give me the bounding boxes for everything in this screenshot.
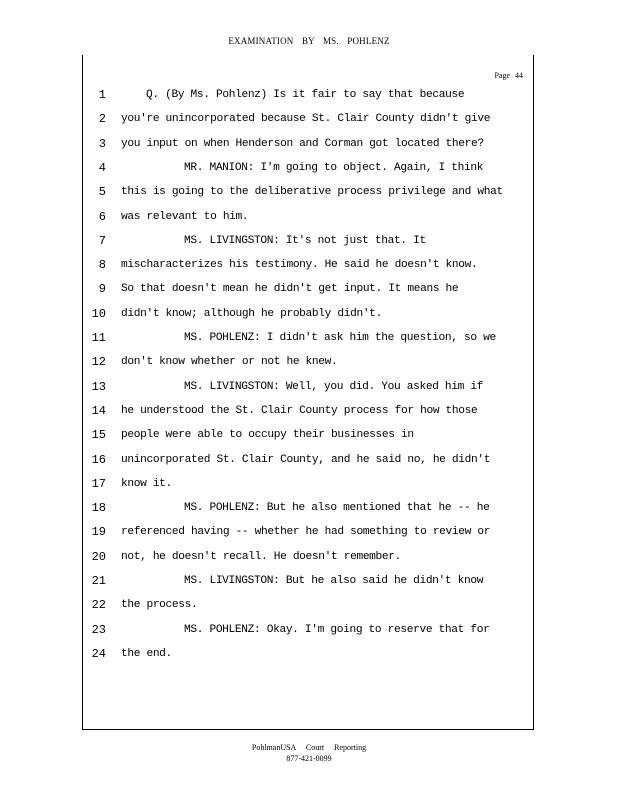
transcript-line xyxy=(0,377,618,401)
line-number: 8 xyxy=(98,258,106,273)
line-number: 23 xyxy=(91,622,106,637)
transcript-line xyxy=(0,85,618,109)
footer-phone: 877-421-0099 xyxy=(286,754,332,763)
transcript-line xyxy=(0,547,618,571)
transcript-line xyxy=(0,158,618,182)
line-text: don't know whether or not he knew. xyxy=(121,356,338,369)
line-number: 5 xyxy=(98,185,106,200)
transcript-line xyxy=(0,571,618,595)
line-text: Q. (By Ms. Pohlenz) Is it fair to say that because xyxy=(146,89,465,101)
line-text: you're unincorporated because St. Clair County didn't give xyxy=(121,113,491,126)
transcript-line xyxy=(0,498,618,522)
transcript-line xyxy=(0,450,618,474)
line-text: this is going to the deliberative process privilege and what xyxy=(121,186,503,199)
line-text: referenced having -- whether he had something to review or xyxy=(121,526,491,539)
line-number: 2 xyxy=(98,112,106,127)
line-text: was relevant to him. xyxy=(121,210,249,223)
line-number: 17 xyxy=(91,476,106,491)
transcript-line xyxy=(0,522,618,546)
line-text: people were able to occupy their businesses in xyxy=(121,429,414,442)
line-text: didn't know; although he probably didn't. xyxy=(121,307,382,320)
line-number: 9 xyxy=(98,282,106,297)
line-number: 24 xyxy=(91,646,106,661)
line-number: 21 xyxy=(91,574,106,588)
transcript-line xyxy=(0,255,618,279)
page-header-title: EXAMINATION BY MS. POHLENZ xyxy=(228,36,390,46)
line-number: 20 xyxy=(91,549,106,564)
line-text: not, he doesn't recall. He doesn't remember. xyxy=(121,550,401,563)
line-text: he understood the St. Clair County process for how those xyxy=(121,404,478,417)
line-text: So that doesn't mean he didn't get input. It means he xyxy=(121,283,459,296)
line-text: the end. xyxy=(121,647,172,660)
transcript-line xyxy=(0,182,618,206)
line-text: MS. LIVINGSTON: But he also said he didn't know xyxy=(184,575,484,587)
transcript-line xyxy=(0,474,618,498)
transcript-line xyxy=(0,134,618,158)
line-text: MS. LIVINGSTON: It's not just that. It xyxy=(184,234,426,247)
line-text: MS. POHLENZ: But he also mentioned that he -- he xyxy=(184,502,490,515)
line-text: MR. MANION: I'm going to object. Again, I think xyxy=(184,161,484,174)
transcript-line xyxy=(0,279,618,303)
transcript-line xyxy=(0,595,618,619)
page-footer xyxy=(0,742,618,764)
line-number: 14 xyxy=(91,403,106,418)
line-number: 16 xyxy=(91,452,106,467)
transcript-line xyxy=(0,644,618,668)
line-number: 13 xyxy=(91,379,106,394)
line-text: MS. POHLENZ: I didn't ask him the question, so we xyxy=(184,332,496,344)
footer-company: PohlmanUSA Court Reporting xyxy=(251,743,367,752)
line-number: 1 xyxy=(98,88,106,102)
page-border-bottom xyxy=(82,729,534,730)
line-text: MS. POHLENZ: Okay. I'm going to reserve that for xyxy=(184,623,490,636)
transcript-line xyxy=(0,425,618,449)
line-number: 10 xyxy=(91,306,106,321)
line-number: 19 xyxy=(91,525,106,540)
line-number: 6 xyxy=(98,209,106,224)
line-text: mischaracterizes his testimony. He said he doesn't know. xyxy=(121,259,478,272)
line-number: 7 xyxy=(98,233,106,248)
transcript-line xyxy=(0,352,618,376)
line-number: 4 xyxy=(98,160,106,175)
transcript-line xyxy=(0,304,618,328)
transcript-line xyxy=(0,401,618,425)
line-text: MS. LIVINGSTON: Well, you did. You asked him if xyxy=(184,380,484,393)
page-number-label: Page 44 xyxy=(494,71,523,80)
transcript-line xyxy=(0,620,618,644)
transcript-line xyxy=(0,328,618,352)
line-number: 3 xyxy=(98,136,106,151)
transcript-line xyxy=(0,207,618,231)
line-number: 12 xyxy=(91,355,106,370)
line-number: 11 xyxy=(91,331,106,345)
transcript-line xyxy=(0,231,618,255)
line-number: 22 xyxy=(91,598,106,613)
line-text: know it. xyxy=(121,477,172,490)
transcript-line xyxy=(0,109,618,133)
line-number: 15 xyxy=(91,428,106,443)
line-number: 18 xyxy=(91,501,106,516)
line-text: you input on when Henderson and Corman got located there? xyxy=(121,137,484,150)
line-text: the process. xyxy=(121,599,198,612)
line-text: unincorporated St. Clair County, and he said no, he didn't xyxy=(121,453,491,466)
